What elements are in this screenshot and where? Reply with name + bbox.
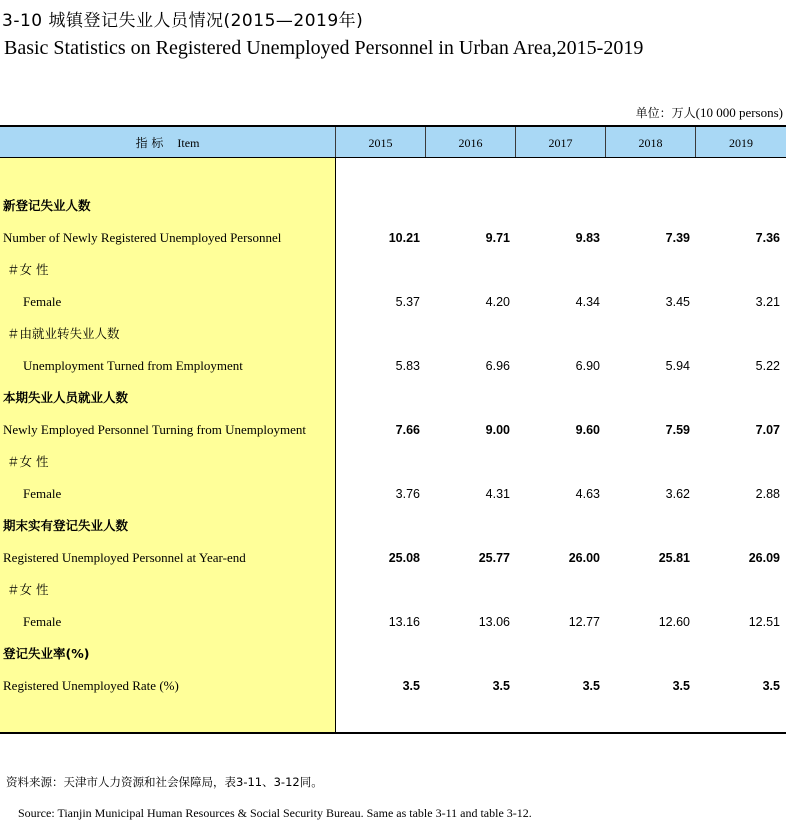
table-row <box>0 670 786 702</box>
value-cell-2015: 13.16 <box>388 615 420 629</box>
value-cell-2018: 7.39 <box>665 231 690 245</box>
value-cell-2015: 3.5 <box>402 679 420 693</box>
table-row <box>0 414 786 446</box>
row-label: 新登记失业人数 <box>3 198 91 213</box>
header-item <box>0 127 336 157</box>
value-cell-2016: 9.00 <box>485 423 510 437</box>
row-label: Registered Unemployed Rate (%) <box>3 678 179 693</box>
value-cell-2015: 25.08 <box>388 551 420 565</box>
value-cell-2017: 6.90 <box>575 359 600 373</box>
table-row <box>0 286 786 318</box>
table-row <box>0 606 786 638</box>
row-label: ＃由就业转失业人数 <box>7 326 120 341</box>
value-cell-2016: 9.71 <box>485 231 510 245</box>
table-row <box>0 222 786 254</box>
value-cell-2017: 4.34 <box>575 295 600 309</box>
value-cell-2015: 7.66 <box>395 423 420 437</box>
table-bottom-rule <box>0 732 786 734</box>
value-cell-2017: 4.63 <box>575 487 600 501</box>
unit-en: (10 000 persons) <box>695 105 783 120</box>
value-cell-2018: 3.45 <box>665 295 690 309</box>
table-row <box>0 574 786 606</box>
row-label: Female <box>23 614 62 629</box>
value-cell-2017: 9.60 <box>575 423 600 437</box>
header-year-2017: 2017 <box>516 127 606 157</box>
header-year-2015: 2015 <box>336 127 426 157</box>
header-year-2016: 2016 <box>426 127 516 157</box>
source-note-cn: 资料来源：天津市人力资源和社会保障局，表3-11、3-12同。 <box>6 775 323 789</box>
table-row <box>0 542 786 574</box>
table-title-en: Basic Statistics on Registered Unemployed Personnel in Urban Area,2015-2019 <box>4 37 644 59</box>
value-cell-2017: 3.5 <box>582 679 600 693</box>
table-row <box>0 446 786 478</box>
unit-cn: 单位：万人 <box>635 106 696 120</box>
table-row <box>0 638 786 670</box>
value-cell-2017: 9.83 <box>575 231 600 245</box>
header-year-2018: 2018 <box>606 127 696 157</box>
value-cell-2019: 7.07 <box>755 423 780 437</box>
value-cell-2018: 25.81 <box>658 551 690 565</box>
value-cell-2019: 12.51 <box>748 615 780 629</box>
value-cell-2015: 10.21 <box>388 231 420 245</box>
value-cell-2018: 7.59 <box>665 423 690 437</box>
row-label: 本期失业人员就业人数 <box>3 390 129 405</box>
source-note-en: Source: Tianjin Municipal Human Resources & Social Security Bureau. Same as table 3-11 and table 3-12. <box>18 806 532 820</box>
table-row <box>0 350 786 382</box>
value-cell-2017: 12.77 <box>568 615 600 629</box>
value-cell-2017: 26.00 <box>568 551 600 565</box>
value-cell-2015: 5.83 <box>395 359 420 373</box>
value-cell-2016: 4.31 <box>485 487 510 501</box>
row-label: Female <box>23 294 62 309</box>
value-cell-2018: 3.5 <box>672 679 690 693</box>
row-label: ＃女 性 <box>7 582 49 597</box>
value-cell-2019: 2.88 <box>755 487 780 501</box>
unit-label <box>636 104 783 121</box>
value-cell-2016: 6.96 <box>485 359 510 373</box>
value-cell-2019: 3.5 <box>762 679 780 693</box>
value-cell-2019: 5.22 <box>755 359 780 373</box>
value-cell-2019: 7.36 <box>755 231 780 245</box>
table-row <box>0 478 786 510</box>
row-label: Registered Unemployed Personnel at Year-end <box>3 550 246 565</box>
value-cell-2018: 12.60 <box>658 615 690 629</box>
value-cell-2018: 5.94 <box>665 359 690 373</box>
row-label: ＃女 性 <box>7 454 49 469</box>
row-label: 登记失业率(%) <box>3 646 90 661</box>
table-title-cn: 3-10 城镇登记失业人员情况(2015—2019年) <box>2 11 364 31</box>
table-row <box>0 318 786 350</box>
value-cell-2016: 13.06 <box>478 615 510 629</box>
value-cell-2019: 3.21 <box>755 295 780 309</box>
header-item-en: Item <box>177 136 200 150</box>
value-cell-2016: 4.20 <box>485 295 510 309</box>
header-item-cn: 指 标 <box>135 136 164 150</box>
value-cell-2018: 3.62 <box>665 487 690 501</box>
row-label: Female <box>23 486 62 501</box>
table-row <box>0 190 786 222</box>
value-cell-2019: 26.09 <box>748 551 780 565</box>
row-label: Unemployment Turned from Employment <box>23 358 243 373</box>
table-row <box>0 510 786 542</box>
row-label: Number of Newly Registered Unemployed Personnel <box>3 230 282 245</box>
row-label: ＃女 性 <box>7 262 49 277</box>
value-cell-2015: 3.76 <box>395 487 420 501</box>
row-label: 期末实有登记失业人数 <box>3 518 129 533</box>
header-year-2019: 2019 <box>729 136 753 150</box>
value-cell-2016: 3.5 <box>492 679 510 693</box>
table-header <box>0 127 786 158</box>
table-row <box>0 254 786 286</box>
row-label: Newly Employed Personnel Turning from Unemployment <box>3 422 306 437</box>
value-cell-2015: 5.37 <box>395 295 420 309</box>
value-cell-2016: 25.77 <box>478 551 510 565</box>
table-row <box>0 382 786 414</box>
